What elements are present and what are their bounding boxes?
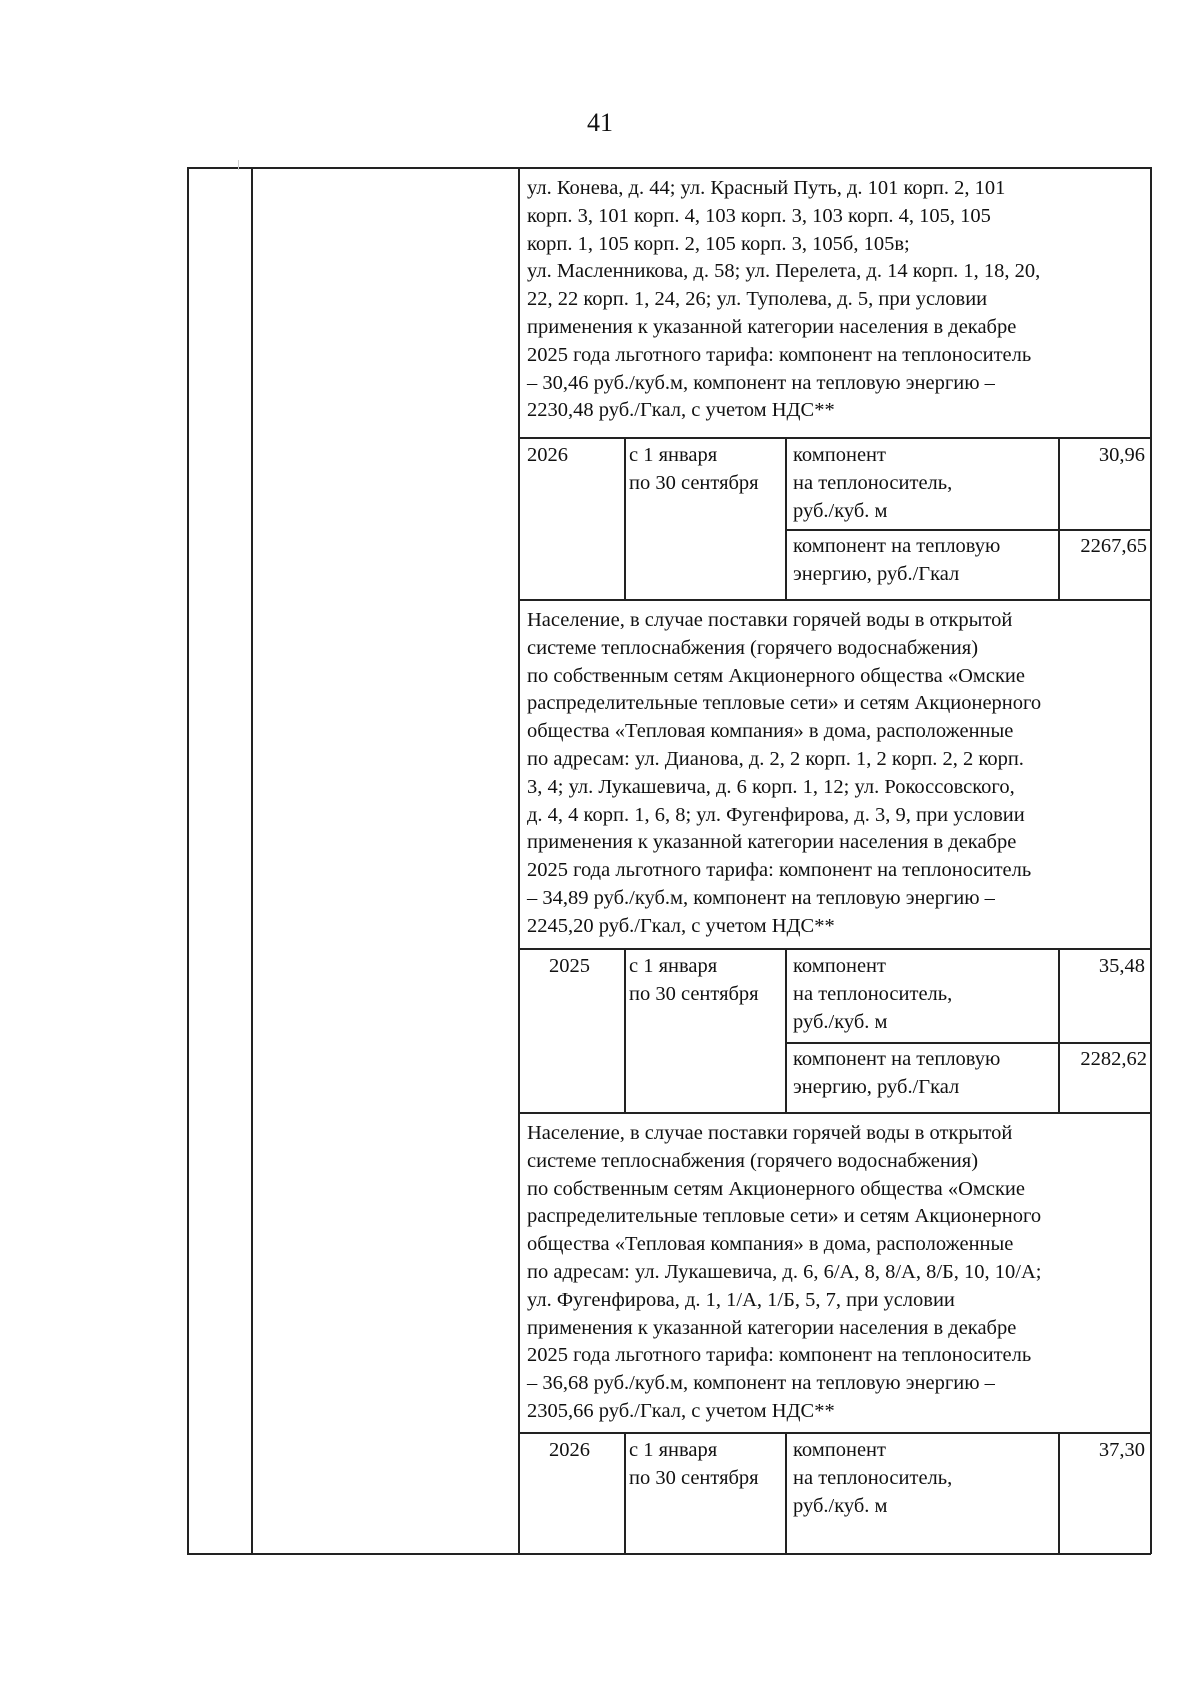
block3-value-divider bbox=[1058, 1432, 1060, 1554]
block2-header-rule bbox=[518, 948, 1151, 950]
block1-bottom-rule bbox=[518, 599, 1151, 601]
block1-description: ул. Конева, д. 44; ул. Красный Путь, д. 101 корп. 2, 101 корп. 3, 101 корп. 4, 103 корп. 3, 103 корп. 4, 105, 105 корп. 1, 105 корп. 2, 105 корп. 3, 105б, 105в; ул. Масленникова, д. 58; ул. Перелета, д. 14 корп. 1, 18, 20, 22, 22 корп. 1, 24, 26; ул. Туполева, д. 5, при условии применения к указанной категории населения в декабре 2025 года льготного тарифа: компонент на теплоноситель – 30,46 руб./куб.м, компонент на тепловую энергию – 2230,48 руб./Гкал, с учетом НДС** bbox=[527, 177, 1041, 422]
scan-artifact-line bbox=[238, 160, 239, 170]
table-top-border bbox=[187, 167, 1151, 169]
block3-value-1: 37,30 bbox=[1098, 1439, 1145, 1461]
block2-period: с 1 января по 30 сентября bbox=[629, 955, 759, 1005]
block2-value-1: 35,48 bbox=[1098, 955, 1145, 977]
block1-component-1: компонент на теплоноситель, руб./куб. м bbox=[793, 444, 953, 522]
block2-year: 2025 bbox=[549, 955, 590, 977]
block1-year-divider bbox=[624, 437, 626, 599]
block1-value-divider bbox=[1058, 437, 1060, 599]
block3-header-rule bbox=[518, 1432, 1151, 1434]
block3-year-divider bbox=[624, 1432, 626, 1554]
block1-component-2: компонент на тепловую энергию, руб./Гкал bbox=[793, 535, 1001, 585]
block1-value-1: 30,96 bbox=[1098, 444, 1145, 466]
table-bottom-border bbox=[187, 1553, 1151, 1555]
block3-year: 2026 bbox=[549, 1439, 590, 1461]
block1-period: с 1 января по 30 сентября bbox=[629, 444, 759, 494]
table-left-border bbox=[187, 167, 189, 1554]
block2-value-2: 2282,62 bbox=[1080, 1048, 1147, 1070]
block3-period: с 1 января по 30 сентября bbox=[629, 1439, 759, 1489]
block2-row-divider bbox=[785, 1042, 1151, 1044]
table-right-border bbox=[1150, 167, 1152, 1554]
block3-component-1: компонент на теплоноситель, руб./куб. м bbox=[793, 1439, 953, 1517]
block2-component-1: компонент на теплоноситель, руб./куб. м bbox=[793, 955, 953, 1033]
block3-description: Население, в случае поставки горячей воды в открытой системе теплоснабжения (горячего водоснабжения) по собственным сетям Акционерного общества «Омские распределительные тепловые сети» и сетям Акционерного общества «Тепловая компания» в дома, расположенные по адресам: ул. Лукашевича, д. 6, 6/А, 8, 8/А, 8/Б, 10, 10/А; ул. Фугенфирова, д. 1, 1/А, 1/Б, 5, 7, при условии применения к указанной категории населения в декабре 2025 года льготного тарифа: компонент на теплоноситель – 36,68 руб./куб.м, компонент на тепловую энергию – 2305,66 руб./Гкал, с учетом НДС** bbox=[527, 1122, 1042, 1422]
block2-value-divider bbox=[1058, 948, 1060, 1112]
block1-value-2: 2267,65 bbox=[1080, 535, 1147, 557]
block2-year-divider bbox=[624, 948, 626, 1112]
block1-row-divider bbox=[785, 529, 1151, 531]
block1-year: 2026 bbox=[527, 444, 568, 466]
tariff-table bbox=[187, 167, 1151, 1554]
column-divider-2 bbox=[518, 167, 520, 1554]
block2-bottom-rule bbox=[518, 1112, 1151, 1114]
block2-component-2: компонент на тепловую энергию, руб./Гкал bbox=[793, 1048, 1001, 1098]
block2-description: Население, в случае поставки горячей воды в открытой системе теплоснабжения (горячего водоснабжения) по собственным сетям Акционерного общества «Омские распределительные тепловые сети» и сетям Акционерного общества «Тепловая компания» в дома, расположенные по адресам: ул. Дианова, д. 2, 2 корп. 1, 2 корп. 2, 2 корп. 3, 4; ул. Лукашевича, д. 6 корп. 1, 12; ул. Рокоссовского, д. 4, 4 корп. 1, 6, 8; ул. Фугенфирова, д. 3, 9, при условии применения к указанной категории населения в декабре 2025 года льготного тарифа: компонент на теплоноситель – 34,89 руб./куб.м, компонент на тепловую энергию – 2245,20 руб./Гкал, с учетом НДС** bbox=[527, 609, 1042, 937]
page-number: 41 bbox=[587, 108, 613, 137]
block1-header-rule bbox=[518, 437, 1151, 439]
column-divider-1 bbox=[251, 167, 253, 1554]
